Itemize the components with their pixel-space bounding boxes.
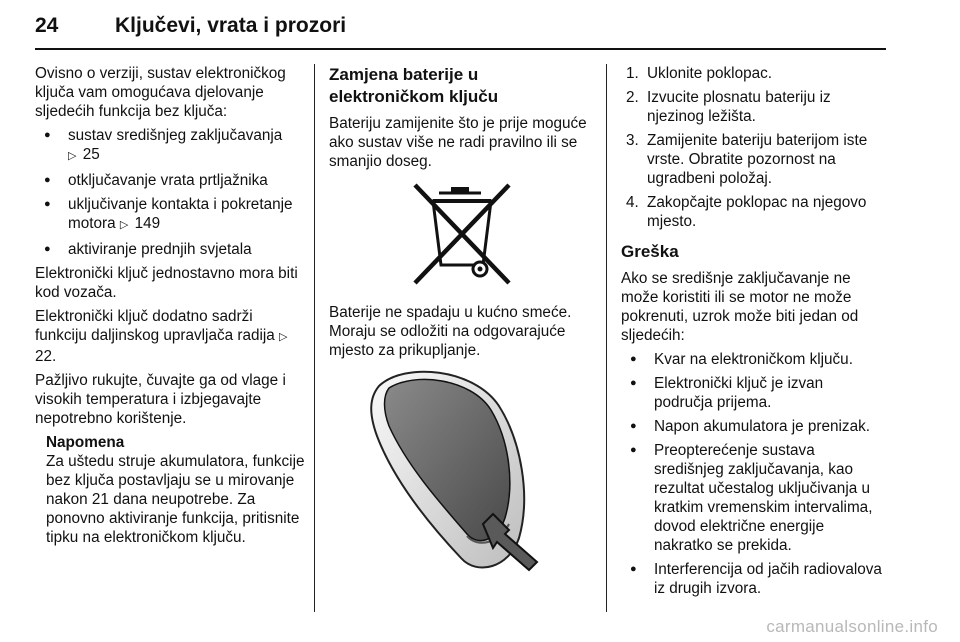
- page-ref-link[interactable]: 149: [134, 215, 161, 232]
- page-ref-link[interactable]: 25: [82, 146, 100, 163]
- page-ref-icon: ▷: [119, 219, 129, 231]
- care-paragraph: Pažljivo rukujte, čuvajte ga od vlage i visokih temperatura i izbjegavajte nepotrebno korištenje.: [35, 372, 286, 427]
- list-item: ● Preopterećenje sustava središnjeg zaključavanja, kao rezultat učestalog uključivanja u kratkim vremenskim intervalima, dovod električne energije nakratko se prekida.: [621, 441, 886, 555]
- step-item: [621, 88, 886, 126]
- list-item: [35, 195, 307, 235]
- fault-causes-list: [621, 350, 886, 598]
- section-heading: Zamjena baterije u elektroničkom ključu: [329, 65, 499, 106]
- step-number: 3.: [626, 132, 639, 149]
- step-text: Uklonite poklopac.: [647, 65, 772, 82]
- list-item: [35, 240, 307, 259]
- keyless-functions-list: [35, 126, 307, 259]
- list-item: ● Elektronički ključ je izvan područja prijema.: [621, 374, 886, 412]
- step-number: 1.: [626, 65, 639, 82]
- column-left: [35, 64, 307, 547]
- list-item-text: otključavanje vrata prtljažnika: [68, 172, 268, 189]
- page-header: [35, 4, 885, 48]
- note-box: [35, 433, 307, 547]
- column-divider-2: [606, 64, 607, 612]
- step-text: Izvucite plosnatu bateriju iz njezinog ležišta.: [647, 89, 831, 125]
- list-item-text: aktiviranje prednjih svjetala: [68, 241, 252, 258]
- intro-paragraph: Ovisno o verziji, sustav elektroničkog ključa vam omogućava djelovanje sljedećih funkcija bez ključa:: [35, 65, 286, 120]
- page-number: 24: [35, 14, 59, 37]
- list-item: ● Kvar na elektroničkom ključu.: [621, 350, 886, 369]
- driver-paragraph: Elektronički ključ jednostavno mora biti kod vozača.: [35, 265, 298, 301]
- step-item: [621, 193, 886, 231]
- page-ref-link[interactable]: 22.: [35, 348, 57, 365]
- column-divider-1: [314, 64, 315, 612]
- section-heading: Greška: [621, 242, 679, 261]
- step-item: [621, 64, 886, 83]
- step-text: Zamijenite bateriju baterijom iste vrste. Obratite pozornost na ugradbeni položaj.: [647, 132, 868, 187]
- battery-paragraph: Bateriju zamijenite što je prije moguće ako sustav više ne radi pravilno ili se smanjio doseg.: [329, 115, 587, 170]
- note-text: Za uštedu struje akumulatora, funkcije bez ključa postavljaju se u mirovanje nakon 21 dana neupotrebe. Za ponovno aktiviranje funkcija, pritisnite tipku na elektroničkom ključu.: [46, 453, 305, 546]
- list-item: [35, 126, 307, 166]
- remote-paragraph: [35, 307, 307, 366]
- list-item: ● Interferencija od jačih radiovalova iz drugih izvora.: [621, 560, 886, 598]
- list-item: ● Napon akumulatora je prenizak.: [621, 417, 886, 436]
- disposal-paragraph: Baterije ne spadaju u kućno smeće. Moraju se odložiti na odgovarajuće mjesto za prikupljanje.: [329, 304, 572, 359]
- header-rule: [35, 48, 886, 50]
- remote-text: Elektronički ključ dodatno sadrži funkciju daljinskog upravljača radija: [35, 308, 275, 344]
- crossed-bin-icon: [407, 183, 517, 289]
- step-text: Zakopčajte poklopac na njegovo mjesto.: [647, 194, 867, 230]
- column-middle: [329, 64, 591, 576]
- column-right: [621, 64, 886, 603]
- fault-intro: Ako se središnje zaključavanje ne može koristiti ili se motor ne može pokrenuti, uzrok može biti jedan od sljedećih:: [621, 270, 859, 344]
- page-ref-icon: ▷: [279, 331, 288, 343]
- electronic-key-illustration: [359, 366, 579, 576]
- watermark: carmanualsonline.info: [766, 617, 938, 636]
- note-title: Napomena: [46, 434, 125, 451]
- list-item-text: uključivanje kontakta i pokretanje motora: [68, 196, 293, 232]
- battery-steps-list: [621, 64, 886, 231]
- page-title: Ključevi, vrata i prozori: [115, 14, 347, 37]
- step-number: 4.: [626, 194, 639, 211]
- page-ref-icon: ▷: [68, 150, 77, 162]
- step-number: 2.: [626, 89, 639, 106]
- step-item: [621, 131, 886, 188]
- list-item: [35, 171, 307, 190]
- list-item-text: sustav središnjeg zaključavanja: [68, 127, 283, 144]
